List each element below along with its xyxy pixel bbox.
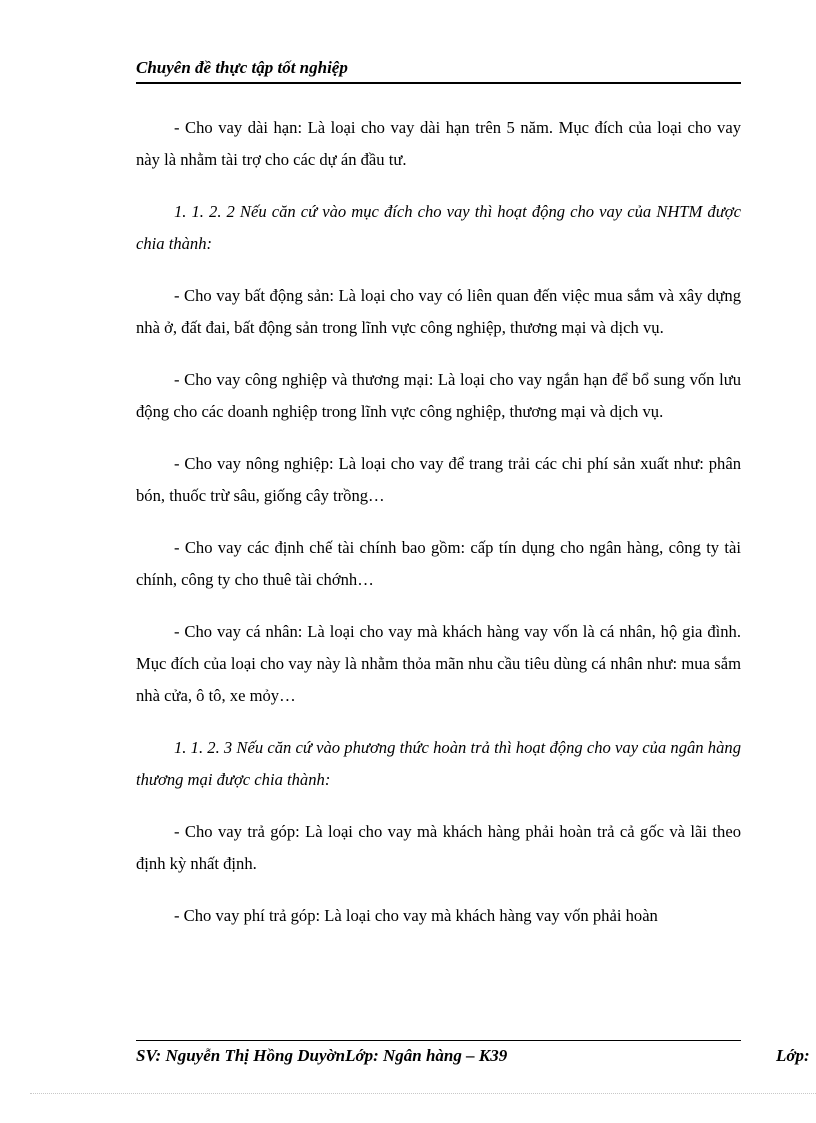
footer-class-label: Lớp: — [776, 1046, 810, 1065]
footer-student-info: SV: Nguyễn Thị Hồng DuyờnLớp: Ngân hàng – K39 — [136, 1046, 508, 1065]
paragraph-financial-institution-loan: - Cho vay các định chế tài chính bao gồm: cấp tín dụng cho ngân hàng, công ty tài chính, công ty cho thuê tài chớnh… — [136, 538, 741, 589]
paragraph-agricultural-loan: - Cho vay nông nghiệp: Là loại cho vay để trang trải các chi phí sản xuất như: phân bón, thuốc trừ sâu, giống cây trồng… — [136, 454, 741, 505]
section-heading-repayment-method: 1. 1. 2. 3 Nếu căn cứ vào phương thức hoàn trả thì hoạt động cho vay của ngân hàng thương mại được chia thành: — [136, 738, 741, 789]
header-title: Chuyên đề thực tập tốt nghiệp — [136, 58, 348, 77]
paragraph-real-estate-loan: - Cho vay bất động sản: Là loại cho vay có liên quan đến việc mua sắm và xây dựng nhà ở, đất đai, bất động sản trong lĩnh vực công nghiệp, thương mại và dịch vụ. — [136, 286, 741, 337]
page-bottom-divider — [30, 1093, 816, 1094]
page-header — [136, 58, 741, 84]
document-body — [136, 112, 741, 952]
paragraph-industrial-commercial-loan: - Cho vay công nghiệp và thương mại: Là loại cho vay ngắn hạn để bổ sung vốn lưu động cho các doanh nghiệp trong lĩnh vực công nghiệp, thương mại và dịch vụ. — [136, 370, 741, 421]
paragraph-non-installment-loan: - Cho vay phí trả góp: Là loại cho vay mà khách hàng vay vốn phải hoàn — [174, 906, 658, 925]
paragraph-long-term-loan: - Cho vay dài hạn: Là loại cho vay dài hạn trên 5 năm. Mục đích của loại cho vay này là nhằm tài trợ cho các dự án đầu tư. — [136, 118, 741, 169]
footer-divider — [136, 1040, 741, 1041]
section-heading-loan-purpose: 1. 1. 2. 2 Nếu căn cứ vào mục đích cho vay thì hoạt động cho vay của NHTM được chia thành: — [136, 202, 741, 253]
paragraph-installment-loan: - Cho vay trả góp: Là loại cho vay mà khách hàng phải hoàn trả cả gốc và lãi theo định kỳ nhất định. — [136, 822, 741, 873]
paragraph-personal-loan: - Cho vay cá nhân: Là loại cho vay mà khách hàng vay vốn là cá nhân, hộ gia đình. Mục đích của loại cho vay này là nhằm thỏa mãn nhu cầu tiêu dùng cá nhân như: mua sắm nhà cửa, ô tô, xe mỏy… — [136, 622, 741, 705]
